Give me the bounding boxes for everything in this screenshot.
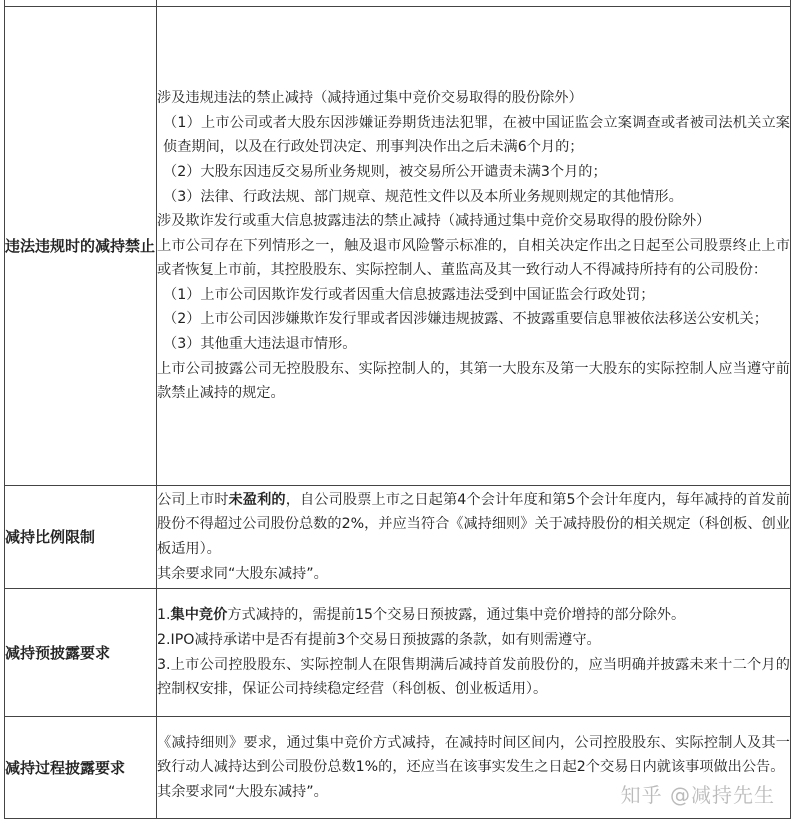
paragraph: 3.上市公司控股股东、实际控制人在限售期满后减持首发前股份的，应当明确并披露未来十二个月的控制权安排，保证公司持续稳定经营（科创板、创业板适用）。 <box>157 656 790 698</box>
row-label-ratio-limit: 减持比例限制 <box>5 486 157 589</box>
paragraph: 《减持细则》要求，通过集中竞价方式减持，在减持时间区间内，公司控股股东、实际控制人及其一致行动人减持达到公司股份总数1%的，还应当在该事实发生之日起2个交易日内就该事项做出公告。 <box>157 734 790 776</box>
paragraph: （2）大股东因违反交易所业务规则，被交易所公开谴责未满3个月的； <box>163 163 607 180</box>
zhihu-watermark: 知乎 @减持先生 <box>620 783 775 807</box>
row-label-pre-disclosure: 减持预披露要求 <box>5 589 157 717</box>
paragraph: 2.IPO减持承诺中是否有提前3个交易日预披露的条款，如有则需遵守。 <box>157 631 601 648</box>
row-content-violation-ban <box>157 7 791 486</box>
paragraph: 公司上市时未盈利的，自公司股票上市之日起第4个会计年度和第5个会计年度内，每年减持的首发前股份不得超过公司股份总数的2%，并应当符合《减持细则》关于减持股份的相关规定（科创板、创业板适用）。 <box>157 491 790 557</box>
table-row <box>5 717 791 819</box>
row-label-process-disclosure: 减持过程披露要求 <box>5 717 157 819</box>
paragraph: 上市公司存在下列情形之一，触及退市风险警示标准的，自相关决定作出之日起至公司股票终止上市或者恢复上市前，其控股股东、实际控制人、董监高及其一致行动人不得减持所持有的公司股份： <box>157 237 790 279</box>
regulation-table <box>4 0 791 819</box>
paragraph: （3）法律、行政法规、部门规章、规范性文件以及本所业务规则规定的其他情形。 <box>163 188 683 205</box>
paragraph: （2）上市公司因涉嫌欺诈发行罪或者因涉嫌违规披露、不披露重要信息罪被依法移送公安机关； <box>163 311 768 328</box>
paragraph: （3）其他重大违法退市情形。 <box>163 336 357 353</box>
row-content-ratio-limit <box>157 486 791 589</box>
row-content-pre-disclosure <box>157 589 791 717</box>
table-row <box>5 486 791 589</box>
paragraph: 其余要求同“大股东减持”。 <box>157 783 328 800</box>
paragraph: （1）上市公司因欺诈发行或者因重大信息披露违法受到中国证监会行政处罚； <box>163 286 655 303</box>
paragraph: 涉及违规违法的禁止减持（减持通过集中竞价交易取得的股份除外） <box>157 90 583 107</box>
table-row <box>5 589 791 717</box>
paragraph: 上市公司披露公司无控股股东、实际控制人的，其第一大股东及第一大股东的实际控制人应当遵守前款禁止减持的规定。 <box>157 360 790 402</box>
paragraph: （1）上市公司或者大股东因涉嫌证券期货违法犯罪，在被中国证监会立案调查或者被司法机关立案侦查期间，以及在行政处罚决定、刑事判决作出之后未满6个月的； <box>163 114 790 156</box>
paragraph: 1.集中竞价方式减持的，需提前15个交易日预披露，通过集中竞价增持的部分除外。 <box>157 607 686 624</box>
row-content-process-disclosure <box>157 717 791 819</box>
paragraph: 其余要求同“大股东减持”。 <box>157 565 328 582</box>
row-label-violation-ban: 违法违规时的减持禁止 <box>5 7 157 486</box>
table-row <box>5 7 791 486</box>
paragraph: 涉及欺诈发行或重大信息披露违法的禁止减持（减持通过集中竞价交易取得的股份除外） <box>157 213 711 230</box>
